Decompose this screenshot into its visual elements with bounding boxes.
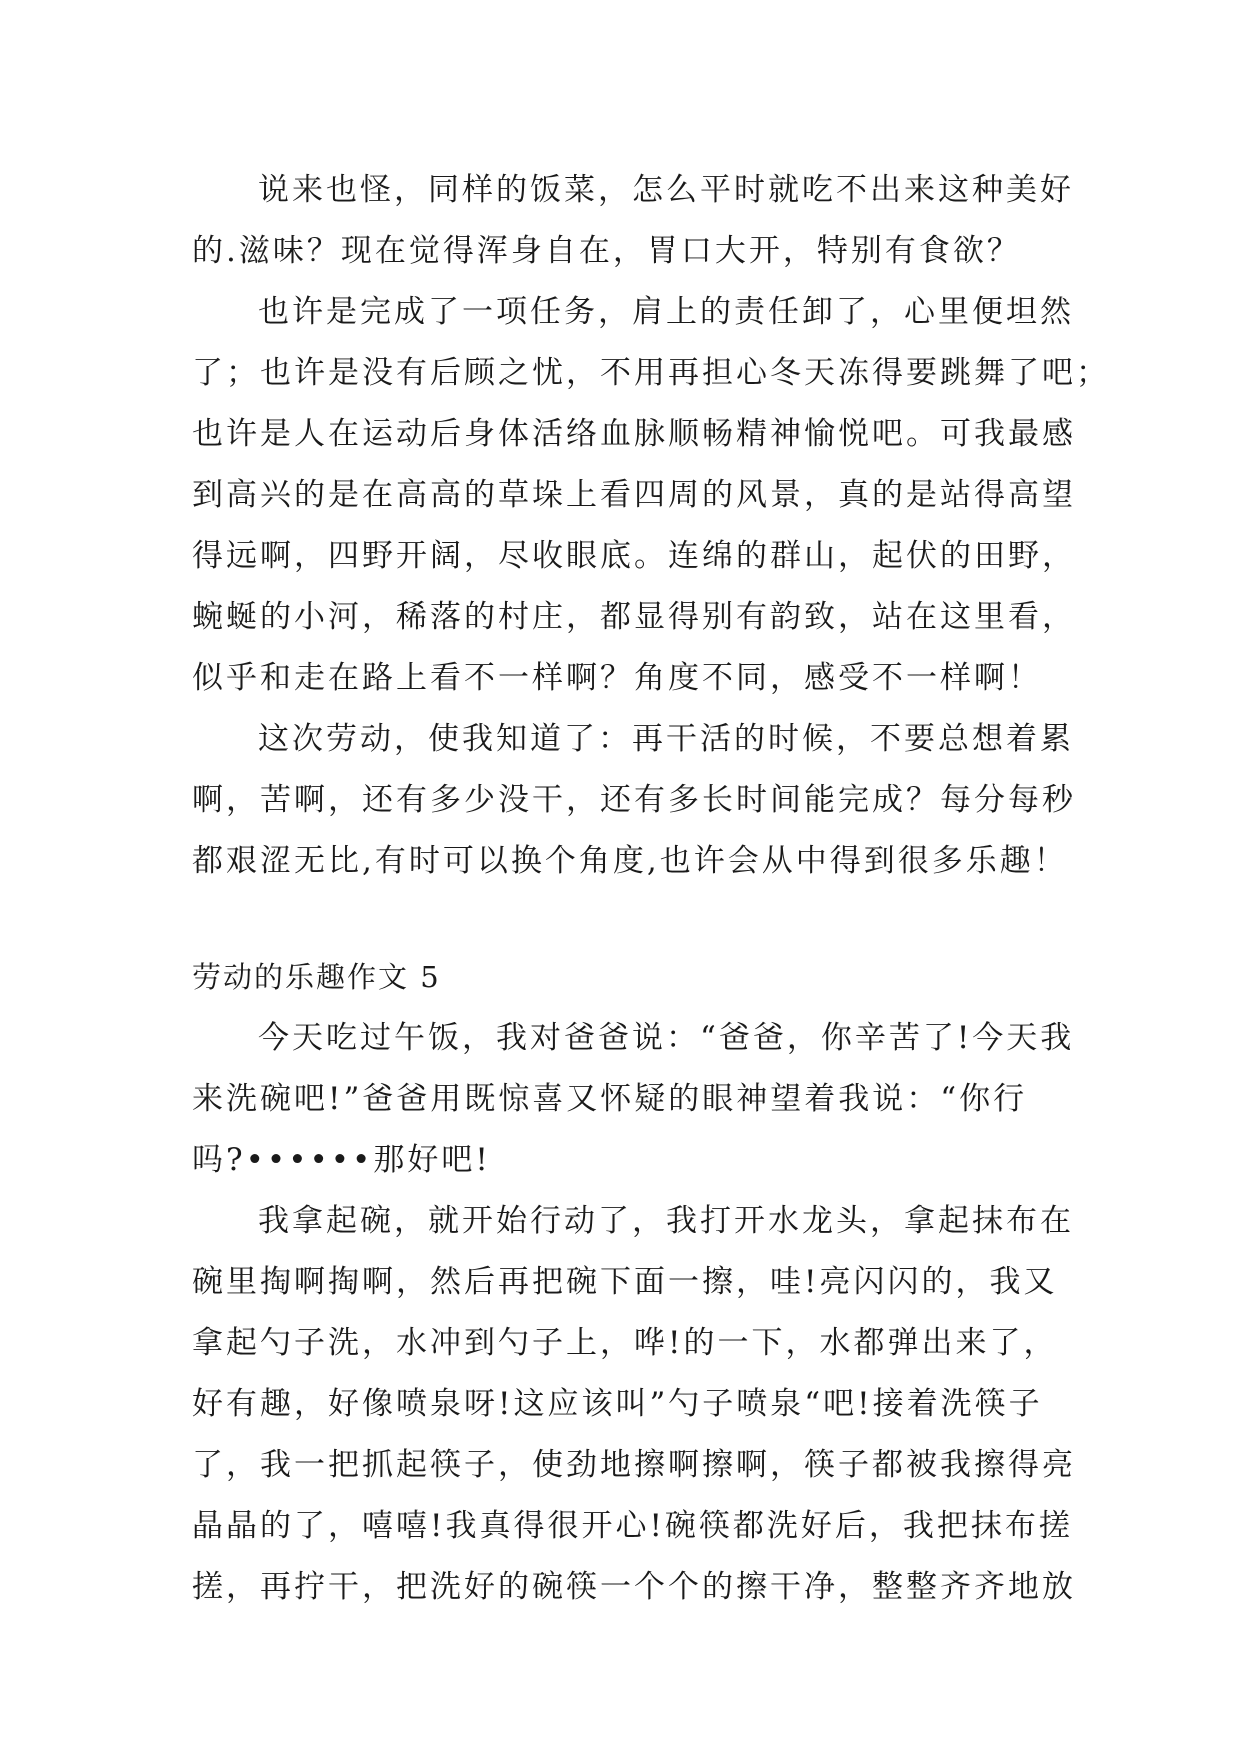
text-line: 今天吃过午饭，我对爸爸说：“爸爸，你辛苦了!今天我 xyxy=(258,1020,1075,1056)
text-line: 搓，再拧干，把洗好的碗筷一个个的擦干净，整整齐齐地放 xyxy=(192,1569,1076,1605)
paragraph-1 xyxy=(192,160,1074,282)
text-line: 了；也许是没有后顾之忧，不用再担心冬天冻得要跳舞了吧； xyxy=(192,355,1110,391)
text-line: 蜿蜒的小河，稀落的村庄，都显得别有韵致，站在这里看， xyxy=(192,599,1076,635)
text-line: 都艰涩无比,有时可以换个角度,也许会从中得到很多乐趣！ xyxy=(192,843,1068,879)
text-line: 也许是完成了一项任务，肩上的责任卸了，心里便坦然 xyxy=(258,294,1074,330)
section-gap xyxy=(192,892,1062,947)
text-line: 来洗碗吧!”爸爸用既惊喜又怀疑的眼神望着我说：“你行 xyxy=(192,1081,1028,1117)
document-page xyxy=(192,160,1110,1618)
text-line: 到高兴的是在高高的草垛上看四周的风景，真的是站得高望 xyxy=(192,477,1076,513)
text-line: 得远啊，四野开阔，尽收眼底。连绵的群山，起伏的田野， xyxy=(192,538,1076,574)
text-line: 啊，苦啊，还有多少没干，还有多长时间能完成？每分每秒 xyxy=(192,782,1076,818)
text-line: 说来也怪，同样的饭菜，怎么平时就吃不出来这种美好 xyxy=(258,172,1074,208)
text-line: 拿起勺子洗，水冲到勺子上，哗!的一下，水都弹出来了， xyxy=(192,1325,1058,1361)
text-line: 好有趣，好像喷泉呀!这应该叫”勺子喷泉“吧!接着洗筷子 xyxy=(192,1386,1043,1422)
text-line: 这次劳动，使我知道了：再干活的时候，不要总想着累 xyxy=(258,721,1074,757)
paragraph-3 xyxy=(192,709,1076,892)
text-line: 吗?••••••那好吧! xyxy=(192,1142,491,1178)
text-line: 也许是人在运动后身体活络血脉顺畅精神愉悦吧。可我最感 xyxy=(192,416,1076,452)
text-line: 了，我一把抓起筷子，使劲地擦啊擦啊，筷子都被我擦得亮 xyxy=(192,1447,1076,1483)
text-line: 我拿起碗，就开始行动了，我打开水龙头，拿起抹布在 xyxy=(258,1203,1074,1239)
text-line: 似乎和走在路上看不一样啊？角度不同，感受不一样啊！ xyxy=(192,660,1042,696)
text-line: 的.滋味？现在觉得浑身自在，胃口大开，特别有食欲？ xyxy=(192,233,1021,269)
paragraph-5 xyxy=(192,1191,1076,1618)
section-heading: 劳动的乐趣作文 5 xyxy=(192,960,441,994)
text-line: 碗里掏啊掏啊，然后再把碗下面一擦，哇!亮闪闪的，我又 xyxy=(192,1264,1058,1300)
text-line: 晶晶的了，嘻嘻!我真得很开心!碗筷都洗好后，我把抹布搓 xyxy=(192,1508,1073,1544)
paragraph-2 xyxy=(192,282,1110,709)
paragraph-4 xyxy=(192,1008,1075,1191)
